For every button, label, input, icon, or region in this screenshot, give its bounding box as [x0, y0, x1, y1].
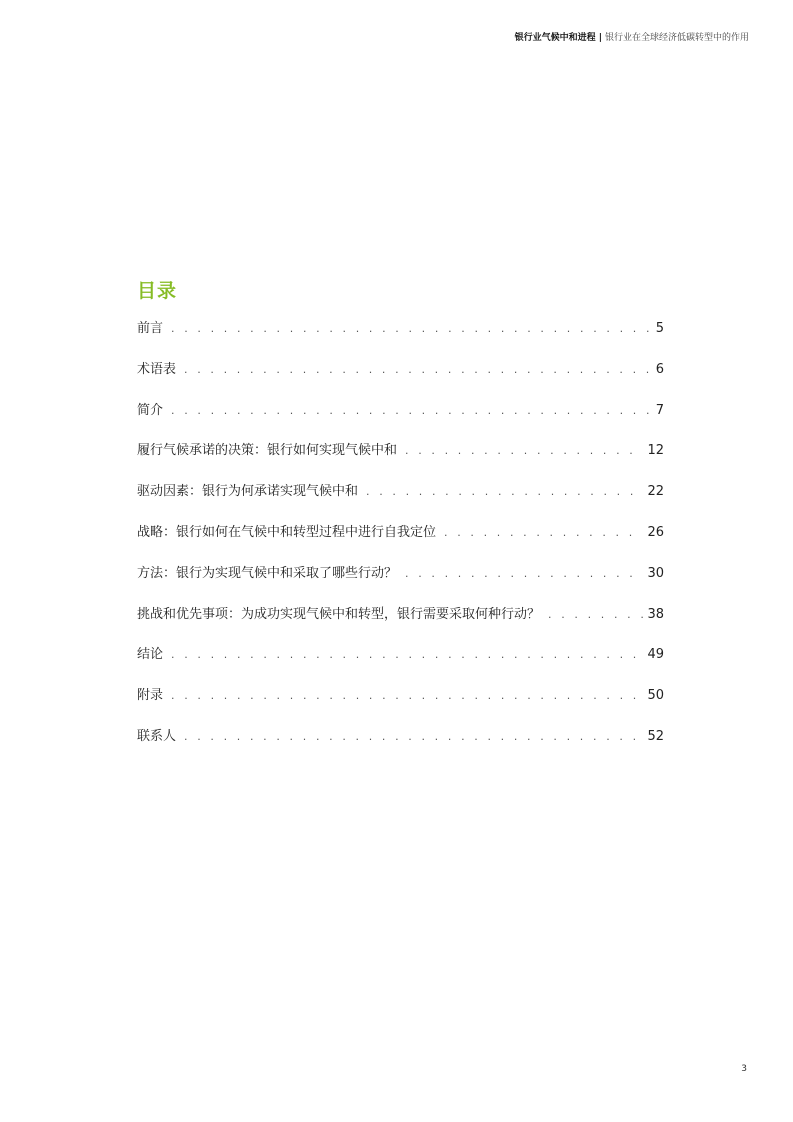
toc-entry-drivers[interactable] [137, 482, 664, 523]
toc-entry-label: 方法：银行为实现气候中和采取了哪些行动？ [137, 565, 398, 581]
toc-entry-page: 52 [647, 728, 664, 744]
toc-entry-page: 5 [655, 321, 664, 336]
toc-entry-label: 前言 [137, 321, 164, 336]
page-number: 3 [741, 1064, 747, 1074]
toc-entry-contacts[interactable] [137, 727, 664, 768]
table-of-contents [137, 319, 664, 768]
toc-entry-page: 26 [647, 524, 664, 540]
header-separator: | [598, 33, 602, 43]
toc-entry-appendix[interactable] [137, 686, 664, 727]
toc-entry-label: 战略：银行如何在气候中和转型过程中进行自我定位 [137, 524, 437, 540]
toc-dot-leader [171, 319, 652, 339]
toc-entry-page: 7 [655, 402, 664, 418]
toc-entry-preface[interactable] [137, 319, 664, 360]
toc-dot-leader [405, 441, 643, 461]
toc-dot-leader [171, 645, 643, 665]
toc-entry-page: 38 [647, 606, 664, 622]
toc-dot-leader [366, 482, 643, 502]
toc-dot-leader [405, 564, 643, 584]
toc-entry-page: 6 [655, 361, 664, 377]
toc-entry-label: 结论 [137, 647, 164, 663]
toc-entry-label: 附录 [137, 688, 164, 704]
toc-entry-page: 22 [647, 484, 664, 500]
running-header [515, 32, 749, 44]
toc-entry-strategy[interactable] [137, 523, 664, 564]
toc-entry-label: 挑战和优先事项：为成功实现气候中和转型，银行需要采取何种行动？ [137, 606, 541, 622]
toc-entry-decision[interactable] [137, 441, 664, 482]
toc-entry-page: 50 [647, 688, 664, 704]
toc-dot-leader [444, 523, 643, 543]
header-subtitle: 银行业在全球经济低碳转型中的作用 [604, 33, 749, 43]
toc-entry-label: 简介 [137, 402, 164, 418]
toc-entry-conclusion[interactable] [137, 645, 664, 686]
toc-dot-leader [184, 727, 643, 747]
toc-dot-leader [184, 360, 652, 380]
toc-entry-page: 30 [647, 565, 664, 581]
toc-entry-label: 联系人 [137, 728, 177, 744]
toc-entry-label: 术语表 [137, 361, 177, 377]
header-report-title: 银行业气候中和进程 [514, 33, 596, 43]
toc-title: 目录 [137, 279, 178, 302]
toc-entry-challenges[interactable] [137, 605, 664, 646]
toc-entry-introduction[interactable] [137, 401, 664, 442]
toc-entry-page: 49 [647, 647, 664, 663]
toc-entry-page: 12 [647, 443, 664, 459]
toc-entry-label: 履行气候承诺的决策：银行如何实现气候中和 [137, 443, 398, 459]
toc-entry-glossary[interactable] [137, 360, 664, 401]
toc-dot-leader [171, 686, 643, 706]
toc-entry-label: 驱动因素：银行为何承诺实现气候中和 [137, 484, 359, 500]
toc-entry-methods[interactable] [137, 564, 664, 605]
toc-dot-leader [171, 401, 652, 421]
toc-dot-leader [548, 605, 643, 625]
